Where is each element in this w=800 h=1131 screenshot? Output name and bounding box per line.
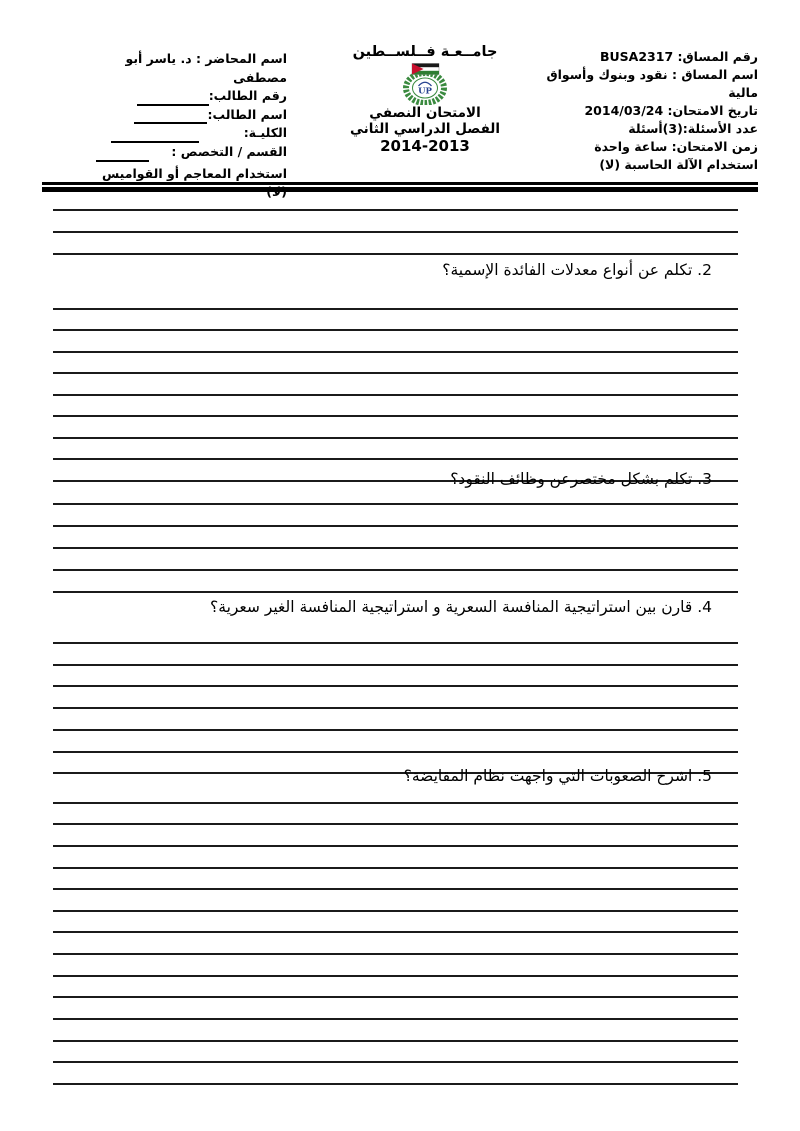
answer-line	[53, 804, 738, 826]
answer-line	[53, 483, 738, 505]
answer-line	[53, 417, 738, 439]
answer-line	[53, 731, 738, 753]
student-number-label: رقم الطالب:	[208, 88, 287, 104]
up-monogram: UP	[418, 86, 432, 97]
answer-line	[53, 912, 738, 934]
answer-line	[53, 644, 738, 666]
answer-line	[53, 189, 738, 211]
answer-lines-q3	[53, 483, 738, 593]
answer-line	[53, 622, 738, 644]
answer-line	[53, 977, 738, 999]
question-5: 5. اشرح الصعوبات التي واجهت نظام المقايضة؟	[403, 767, 712, 785]
answer-line	[53, 288, 738, 310]
palestinian-flag-icon	[412, 64, 439, 75]
answer-line	[53, 505, 738, 527]
academic-year: 2014-2013	[380, 137, 470, 155]
answer-line	[53, 1042, 738, 1064]
college-label: الكليـة:	[243, 125, 287, 141]
question-4: 4. قارن بين استراتيجية المنافسة السعرية و استراتيجية المنافسة الغير سعرية؟	[210, 598, 712, 616]
answer-line	[53, 331, 738, 353]
college-blank	[111, 128, 199, 143]
answer-line	[53, 1063, 738, 1085]
student-number-blank	[137, 91, 209, 106]
university-header-block	[340, 44, 510, 155]
semester-label: الفصل الدراسي الثاني	[350, 121, 500, 137]
university-name: جامــعـة فــلســطين	[352, 44, 498, 60]
answer-line	[53, 353, 738, 375]
university-logo	[398, 63, 452, 105]
question-3: 3. تكلم بشكل مختصرعن وظائف النقود؟	[450, 470, 712, 488]
department-row	[85, 143, 287, 162]
course-name: اسم المساق : نقود وبنوك وأسواق مالية	[546, 67, 758, 100]
student-name-row	[85, 106, 287, 125]
question-count: عدد الأسئلة:(3)أسئلة	[628, 121, 758, 136]
answer-line	[53, 439, 738, 461]
answer-line	[53, 687, 738, 709]
college-row	[85, 124, 287, 143]
exam-duration: زمن الامتحان: ساعة واحدة	[594, 139, 758, 154]
answer-lines-q2	[53, 288, 738, 482]
answer-line	[53, 890, 738, 912]
answer-line	[53, 396, 738, 418]
answer-line	[53, 666, 738, 688]
answer-lines-q1	[53, 189, 738, 255]
answer-line	[53, 782, 738, 804]
answer-line	[53, 869, 738, 891]
answer-lines-q4	[53, 622, 738, 774]
calculator-note: استخدام الآلة الحاسبة (لا)	[599, 157, 758, 172]
exam-info-block	[523, 48, 758, 174]
student-name-blank	[134, 109, 207, 124]
answer-line	[53, 825, 738, 847]
answer-line	[53, 549, 738, 571]
exam-title: الامتحان النصفي	[369, 105, 481, 121]
dictionaries-note: استخدام المعاجم أو القواميس (لا)	[102, 165, 287, 200]
answer-line	[53, 955, 738, 977]
lecturer-name: اسم المحاضر : د. ياسر أبو مصطفى	[125, 51, 287, 85]
student-info-block	[85, 50, 287, 202]
exam-date: تاريخ الامتحان: 2014/03/24	[584, 103, 758, 118]
answer-lines-q5	[53, 782, 738, 1085]
answer-line	[53, 709, 738, 731]
answer-line	[53, 310, 738, 332]
answer-line	[53, 847, 738, 869]
department-blank	[96, 147, 149, 162]
department-label: القسم / التخصص :	[171, 143, 287, 159]
answer-line	[53, 933, 738, 955]
answer-line	[53, 998, 738, 1020]
answer-line	[53, 374, 738, 396]
answer-line	[53, 571, 738, 593]
question-2: 2. تكلم عن أنواع معدلات الفائدة الإسمية؟	[442, 261, 712, 279]
course-number: رقم المساق: BUSA2317	[600, 49, 758, 64]
answer-line	[53, 211, 738, 233]
student-name-label: اسم الطالب:	[207, 106, 287, 122]
answer-line	[53, 233, 738, 255]
student-number-row	[85, 87, 287, 106]
answer-line	[53, 1020, 738, 1042]
answer-line	[53, 527, 738, 549]
